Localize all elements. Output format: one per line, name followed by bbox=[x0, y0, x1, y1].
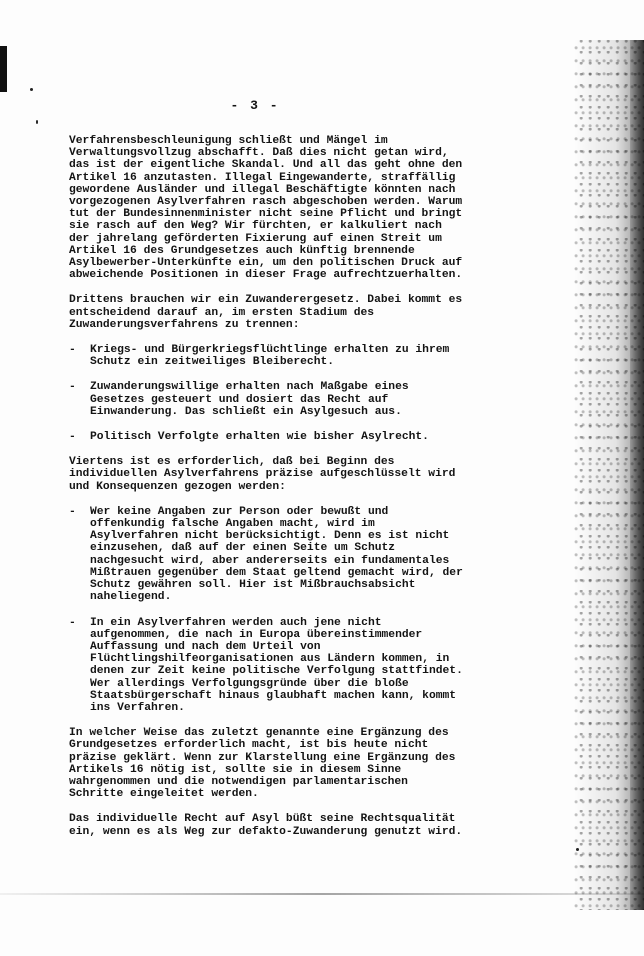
text-line: Mißtrauen gegenüber dem Staat geltend gemacht wird, der bbox=[90, 566, 463, 579]
text-line: ins Verfahren. bbox=[90, 701, 185, 714]
bullet-dash: - bbox=[69, 381, 76, 394]
paragraph-5 bbox=[69, 813, 509, 837]
bullet-dash: - bbox=[69, 431, 76, 444]
text-line: Verfahrensbeschleunigung schließt und Mängel im bbox=[69, 135, 388, 147]
paragraph-3 bbox=[69, 456, 509, 493]
text-line: entscheidend darauf an, im ersten Stadium des bbox=[69, 306, 375, 319]
text-line: Politisch Verfolgte erhalten wie bisher Asylrecht. bbox=[90, 431, 429, 444]
text-line: vorgezogenen Asylverfahren rasch abgeschoben werden. Warum bbox=[69, 196, 463, 209]
bullet-dash: - bbox=[69, 344, 76, 357]
scan-speck bbox=[30, 88, 33, 91]
text-line: Schutz gewähren soll. Hier ist Mißbrauchsabsicht bbox=[90, 579, 416, 592]
text-line: gewordene Ausländer und illegal Beschäftigte könnten nach bbox=[69, 183, 456, 196]
text-line: Artikel 16 anzutasten. Illegal Eingewanderte, straffällig bbox=[69, 171, 456, 184]
text-line: Kriegs- und Bürgerkriegsflüchtlinge erhalten zu ihrem bbox=[90, 344, 450, 357]
text-line: der jahrelang geförderten Fixierung auf einen Streit um bbox=[69, 232, 442, 245]
document-body bbox=[69, 135, 509, 851]
bullet-dash: - bbox=[69, 616, 76, 629]
text-line: einzusehen, daß auf der einen Seite um Schutz bbox=[90, 542, 396, 555]
text-line: Zuwanderungsverfahrens zu trennen: bbox=[69, 318, 300, 331]
page-number: - 3 - bbox=[230, 98, 280, 113]
text-line: Asylbewerber-Unterkünfte ein, um den politischen Druck auf bbox=[69, 257, 463, 270]
text-line: Gesetzes gesteuert und dosiert das Recht auf bbox=[90, 393, 389, 406]
text-line: nachgesucht wird, aber andererseits ein fundamentales bbox=[90, 554, 450, 567]
paragraph-4 bbox=[69, 727, 509, 800]
text-line: ein, wenn es als Weg zur defakto-Zuwanderung genutzt wird. bbox=[69, 825, 463, 838]
text-line: In welcher Weise das zuletzt genannte eine Ergänzung des bbox=[69, 727, 449, 740]
text-line: offenkundig falsche Angaben macht, wird im bbox=[90, 518, 375, 531]
bullet-item bbox=[69, 344, 509, 368]
text-line: sie rasch auf den Weg? Wir fürchten, er kalkuliert nach bbox=[69, 220, 442, 233]
text-line: Verwaltungsvollzug abschafft. Daß dies nicht getan wird, bbox=[69, 147, 449, 160]
text-line: In ein Asylverfahren werden auch jene nicht bbox=[90, 616, 382, 629]
text-line: Drittens brauchen wir ein Zuwanderergesetz. Dabei kommt es bbox=[69, 294, 463, 307]
text-line: tut der Bundesinnenminister nicht seine Pflicht und bringt bbox=[69, 208, 463, 221]
text-line: das ist der eigentliche Skandal. Und all das geht ohne den bbox=[69, 159, 463, 172]
text-line: Zuwanderungswillige erhalten nach Maßgabe eines bbox=[90, 381, 409, 394]
scan-bottom-line bbox=[0, 893, 644, 895]
text-line: Artikels 16 nötig ist, sollte sie in diesem Sinne bbox=[69, 763, 402, 776]
text-line: Viertens ist es erforderlich, daß bei Beginn des bbox=[69, 456, 395, 469]
bullet-item bbox=[69, 431, 509, 443]
text-line: abweichende Positionen in dieser Frage aufrechtzuerhalten. bbox=[69, 269, 463, 282]
text-line: Schutz ein zeitweiliges Bleiberecht. bbox=[90, 356, 335, 369]
text-line: wahrgenommen und die notwendigen parlamentarischen bbox=[69, 775, 408, 788]
text-line: Das individuelle Recht auf Asyl büßt seine Rechtsqualität bbox=[69, 813, 456, 826]
text-line: Artikel 16 des Grundgesetzes auch künftig brennende bbox=[69, 244, 415, 257]
scan-speck bbox=[36, 120, 38, 124]
text-line: Grundgesetzes erforderlich macht, ist bis heute nicht bbox=[69, 739, 429, 752]
scan-edge-mark bbox=[0, 46, 7, 92]
text-line: Wer allerdings Verfolgungsgründe über die bloße bbox=[90, 677, 409, 690]
bullet-item bbox=[69, 617, 509, 715]
text-line: Auffassung und nach dem Urteil von bbox=[90, 640, 321, 653]
paragraph-2 bbox=[69, 294, 509, 331]
text-line: naheliegend. bbox=[90, 591, 172, 604]
text-line: aufgenommen, die nach in Europa übereinstimmender bbox=[90, 628, 423, 641]
text-line: denen zur Zeit keine politische Verfolgung stattfindet. bbox=[90, 665, 463, 678]
bullet-item bbox=[69, 381, 509, 418]
text-line: Staatsbürgerschaft hinaus glaubhaft machen kann, kommt bbox=[90, 689, 457, 702]
text-line: und Konsequenzen gezogen werden: bbox=[69, 480, 286, 493]
text-line: Asylverfahren nicht berücksichtigt. Denn es ist nicht bbox=[90, 530, 450, 543]
bullet-item bbox=[69, 506, 509, 604]
text-line: Wer keine Angaben zur Person oder bewußt und bbox=[90, 505, 389, 518]
text-line: Schritte eingeleitet werden. bbox=[69, 788, 259, 801]
text-line: individuellen Asylverfahrens präzise aufgeschlüsselt wird bbox=[69, 468, 456, 481]
scan-edge-shadow bbox=[630, 40, 644, 910]
scan-speck bbox=[576, 848, 579, 851]
paragraph-1 bbox=[69, 135, 509, 281]
bullet-dash: - bbox=[69, 505, 76, 518]
text-line: Flüchtlingshilfeorganisationen aus Ländern kommen, in bbox=[90, 653, 450, 666]
text-line: Einwanderung. Das schließt ein Asylgesuch aus. bbox=[90, 405, 402, 418]
text-line: präzise geklärt. Wenn zur Klarstellung eine Ergänzung des bbox=[69, 751, 456, 764]
